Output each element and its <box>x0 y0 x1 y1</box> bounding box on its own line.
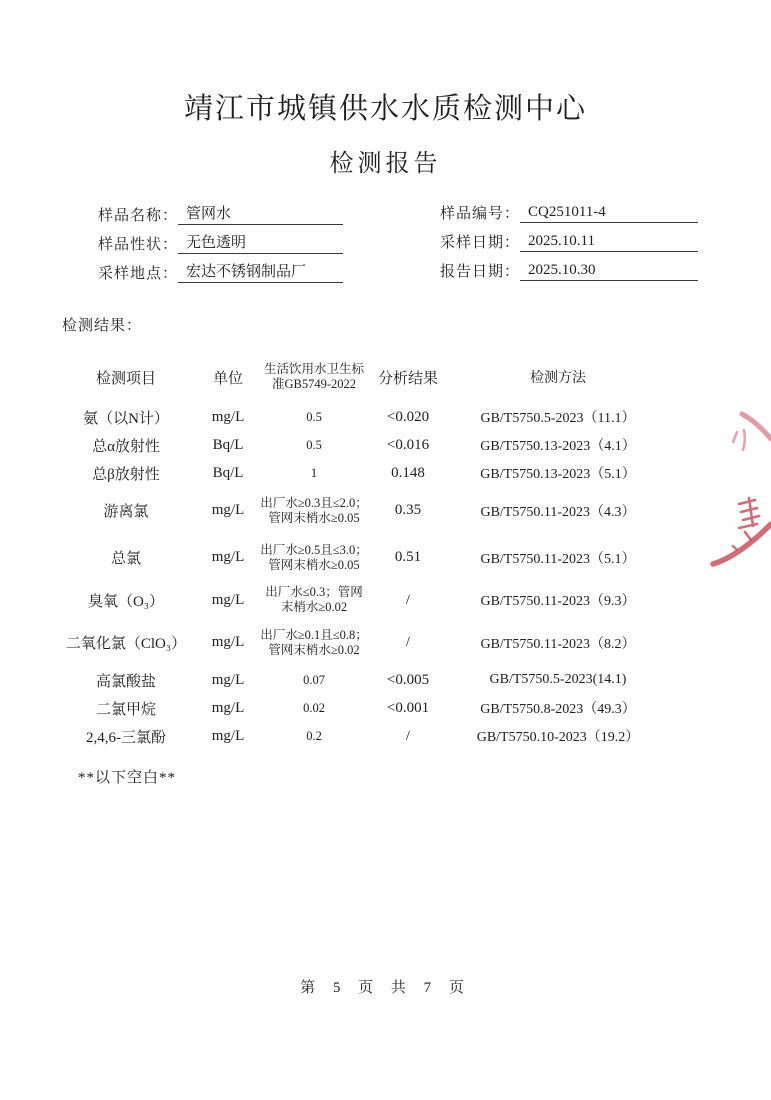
cell-method: GB/T5750.11-2023（9.3） <box>480 594 636 609</box>
cell-standard: 出厂水≤0.3；管网末梢水≥0.02 <box>265 585 363 614</box>
table-row <box>56 403 696 431</box>
cell-result: <0.001 <box>386 699 430 716</box>
results-heading: 检测结果： <box>62 318 143 334</box>
cell-item: 氨（以N计） <box>83 410 169 427</box>
table-row <box>56 581 696 619</box>
cell-method: GB/T5750.5-2023(14.1) <box>489 672 627 687</box>
cell-standard: 出厂水≥0.3且≤2.0；管网末梢水≥0.05 <box>260 495 368 525</box>
header-standard: 生活饮用水卫生标准GB5749-2022 <box>263 362 364 391</box>
table-row <box>56 722 696 750</box>
cell-unit: mg/L <box>211 408 245 425</box>
cell-unit: mg/L <box>211 727 245 744</box>
cell-unit: mg/L <box>211 502 245 518</box>
cell-result: 0.51 <box>394 549 422 565</box>
cell-item: 二氯甲烷 <box>95 701 156 718</box>
header-item: 检测项目 <box>95 370 156 387</box>
sample-appearance-label: 样品性状： <box>98 237 179 253</box>
cell-result: 0.35 <box>394 502 422 518</box>
cell-item: 臭氧（O₃） <box>87 593 165 610</box>
end-of-data-note: **以下空白** <box>78 770 177 786</box>
cell-standard: 0.07 <box>303 672 325 687</box>
cell-method: GB/T5750.5-2023（11.1） <box>480 411 636 426</box>
cell-result: <0.016 <box>386 436 430 453</box>
sampling-site-value: 宏达不锈钢制品厂 <box>178 260 343 283</box>
sample-name-field <box>98 202 343 231</box>
cell-method: GB/T5750.11-2023（4.3） <box>480 504 636 520</box>
header-result: 分析结果 <box>377 370 438 387</box>
cell-result: / <box>405 727 411 744</box>
cell-item: 2,4,6-三氯酚 <box>86 729 166 746</box>
sampling-site-field <box>98 260 343 289</box>
cell-result: / <box>405 634 411 650</box>
cell-result: <0.020 <box>386 408 430 425</box>
sampling-date-label: 采样日期： <box>440 235 521 251</box>
cell-standard: 0.2 <box>306 728 322 743</box>
cell-unit: mg/L <box>211 549 245 565</box>
table-row <box>56 666 696 694</box>
sample-appearance-field <box>98 231 343 260</box>
report-date-value: 2025.10.30 <box>520 262 698 281</box>
cell-unit: mg/L <box>211 591 245 608</box>
cell-method: GB/T5750.13-2023（4.1） <box>480 439 636 454</box>
cell-method: GB/T5750.10-2023（19.2） <box>476 730 640 745</box>
report-date-field <box>440 260 698 289</box>
red-seal-stamp <box>699 400 771 578</box>
cell-item: 二氧化氯（ClO₃） <box>65 636 187 652</box>
sample-name-label: 样品名称： <box>98 208 179 224</box>
cell-item: 高氯酸盐 <box>95 673 156 690</box>
cell-unit: Bq/L <box>212 464 244 481</box>
table-row <box>56 534 696 581</box>
cell-unit: mg/L <box>211 699 245 716</box>
cell-standard: 出厂水≥0.5且≤3.0；管网末梢水≥0.05 <box>260 542 368 572</box>
table-row <box>56 619 696 666</box>
sample-id-field <box>440 202 698 231</box>
sampling-date-value: 2025.10.11 <box>520 233 698 252</box>
cell-standard: 0.02 <box>303 700 325 715</box>
sample-id-value: CQ251011-4 <box>520 204 698 223</box>
sampling-site-label: 采样地点： <box>98 266 179 282</box>
header-method: 检测方法 <box>530 371 586 386</box>
cell-item: 总氯 <box>110 551 141 567</box>
cell-result: <0.005 <box>386 671 430 688</box>
cell-unit: mg/L <box>211 634 245 650</box>
results-table <box>56 351 696 750</box>
table-header-row <box>56 351 696 403</box>
table-row <box>56 487 696 534</box>
cell-standard: 0.5 <box>306 437 322 452</box>
table-row <box>56 694 696 722</box>
page-number: 第 5 页 共 7 页 <box>300 980 471 996</box>
cell-method: GB/T5750.11-2023（5.1） <box>480 551 636 567</box>
cell-unit: mg/L <box>211 671 245 688</box>
sample-appearance-value: 无色透明 <box>178 231 343 254</box>
cell-item: 总α放射性 <box>92 438 160 455</box>
cell-method: GB/T5750.11-2023（8.2） <box>480 636 636 652</box>
cell-item: 游离氯 <box>103 504 149 520</box>
cell-standard: 出厂水≥0.1且≤0.8；管网末梢水≥0.02 <box>260 627 368 657</box>
report-date-label: 报告日期： <box>440 264 521 280</box>
table-row <box>56 431 696 459</box>
cell-standard: 1 <box>310 465 318 480</box>
cell-item: 总β放射性 <box>92 466 160 483</box>
table-row <box>56 459 696 487</box>
sample-id-label: 样品编号： <box>440 206 521 222</box>
header-unit: 单位 <box>212 370 243 387</box>
sample-info-right <box>440 202 698 289</box>
sample-name-value: 管网水 <box>178 202 343 225</box>
cell-result: / <box>405 591 411 608</box>
sampling-date-field <box>440 231 698 260</box>
center-name: 靖江市城镇供水水质检测中心 <box>183 93 587 125</box>
cell-method: GB/T5750.8-2023（49.3） <box>480 702 636 717</box>
cell-result: 0.148 <box>391 464 425 481</box>
cell-method: GB/T5750.13-2023（5.1） <box>480 467 636 482</box>
report-title: 检测报告 <box>329 151 442 177</box>
sample-info-left <box>98 202 343 289</box>
cell-unit: Bq/L <box>212 436 244 453</box>
cell-standard: 0.5 <box>306 409 322 424</box>
